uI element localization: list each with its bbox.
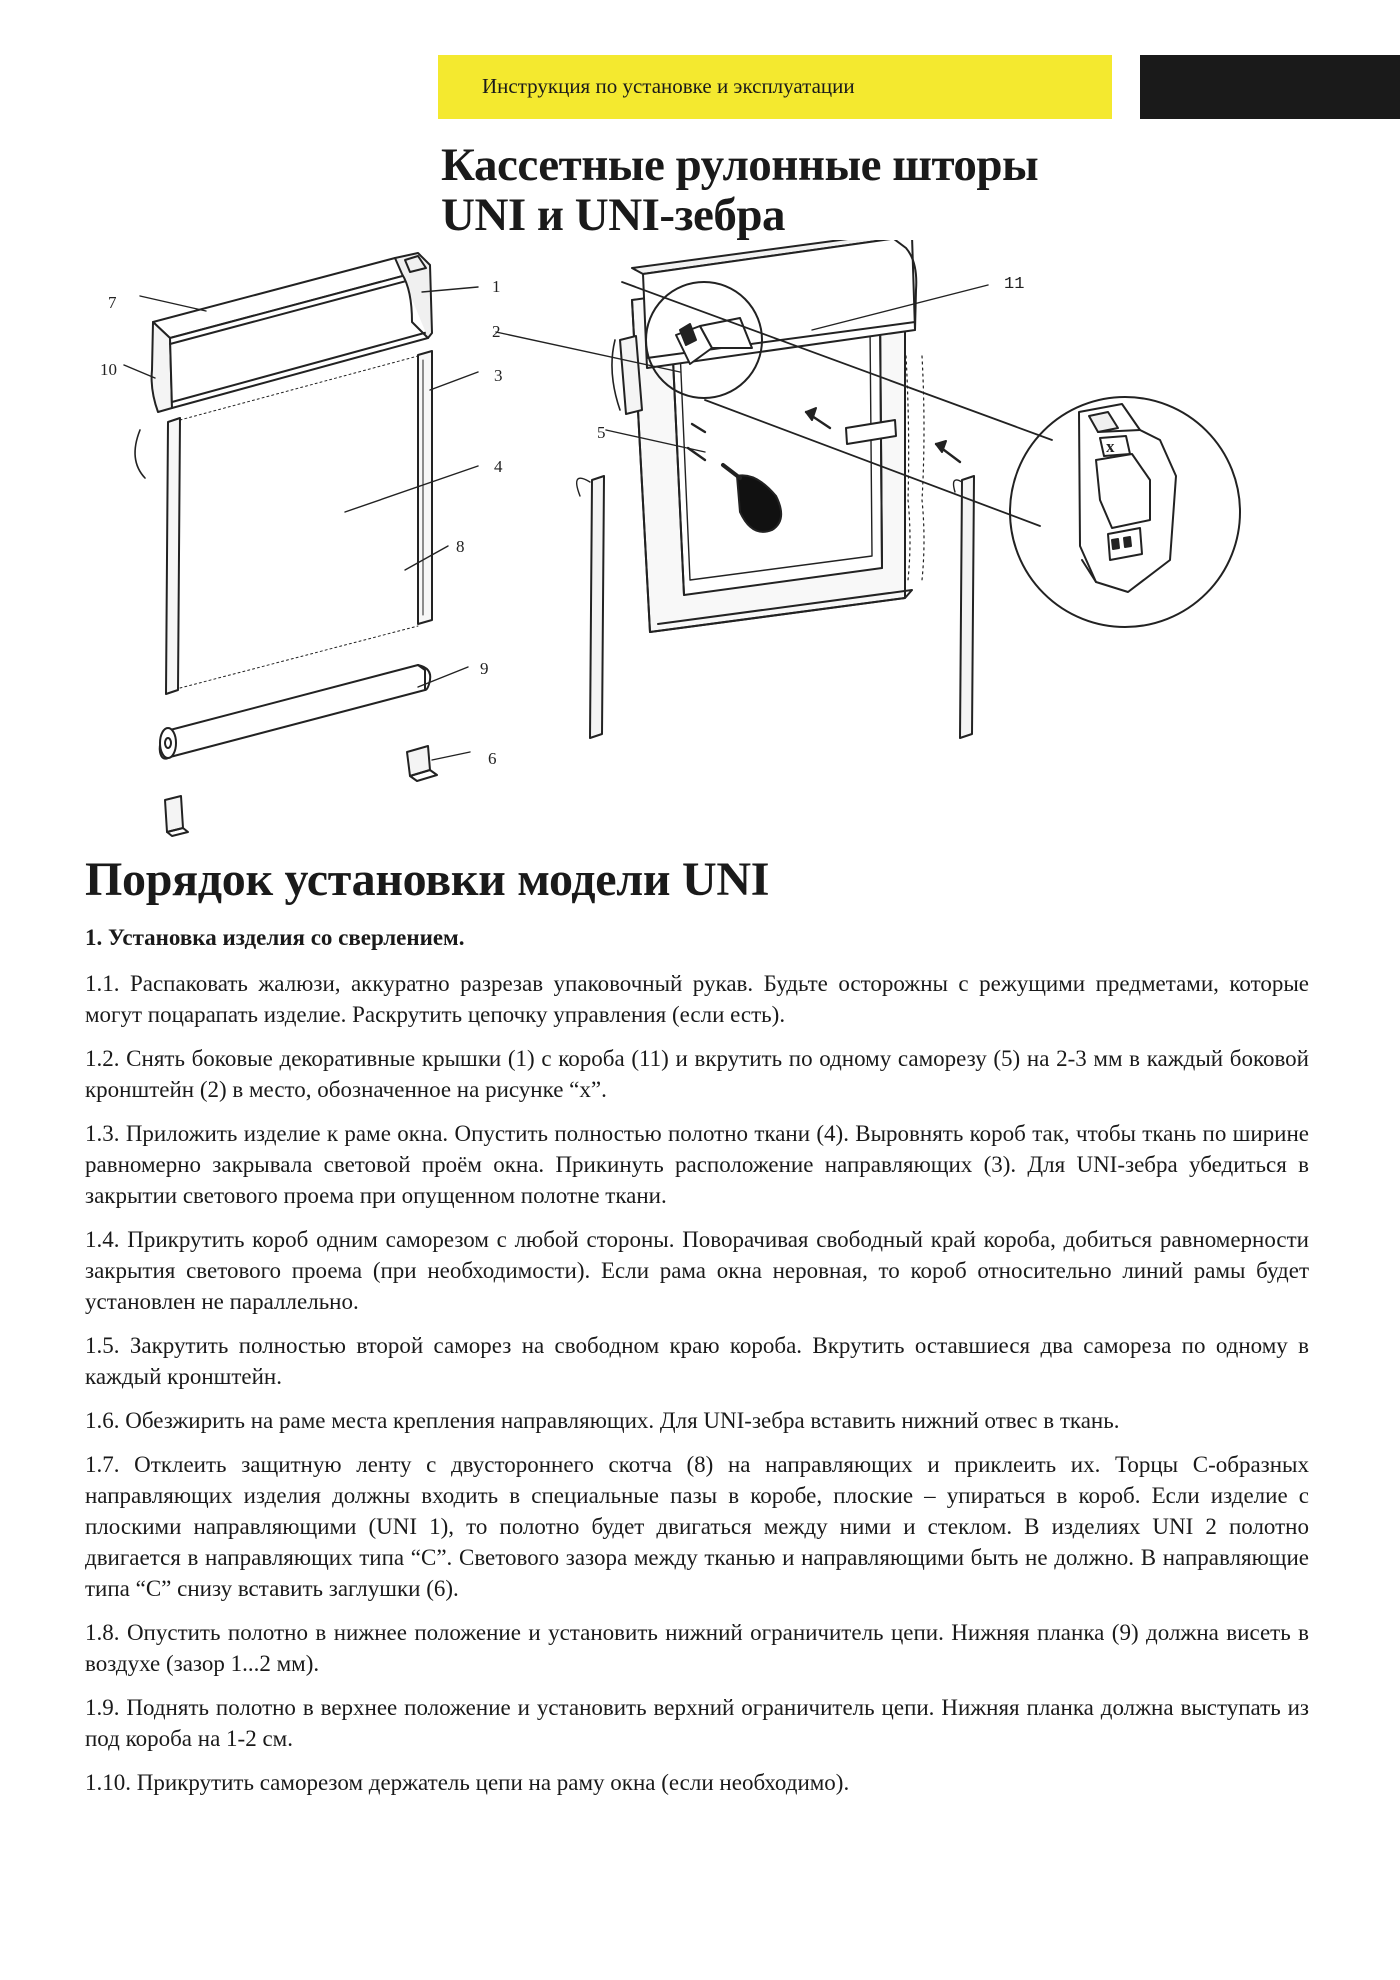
- detail-mark-x: x: [1106, 437, 1115, 456]
- section-title: Порядок установки модели UNI: [85, 853, 770, 906]
- callout-11: 11: [1004, 275, 1025, 294]
- blind-exploded-drawing: [135, 253, 437, 836]
- title-line-2: UNI и UNI-зебра: [441, 189, 785, 241]
- step-1-2: 1.2. Снять боковые декоративные крышки (1) с короба (11) и вкрутить по одному саморезу (5) на 2-3 мм в каждый боковой кронштейн (2) в место, обозначенное на рисунке “x”.: [85, 1046, 1309, 1102]
- callout-3: 3: [494, 366, 503, 385]
- step-1-5: 1.5. Закрутить полностью второй саморез на свободном краю короба. Вкрутить оставшиеся два самореза по одному в каждый кронштейн.: [85, 1333, 1309, 1389]
- header-bar: [438, 55, 1112, 119]
- callout-9: 9: [480, 659, 489, 678]
- title-line-1: Кассетные рулонные шторы: [441, 139, 1039, 191]
- callout-2: 2: [492, 322, 501, 341]
- step-1-1: 1.1. Распаковать жалюзи, аккуратно разрезав упаковочный рукав. Будьте осторожны с режущими предметами, которые могут поцарапать изделие. Раскрутить цепочку управления (если есть).: [85, 971, 1309, 1027]
- window-mounting-drawing: [577, 240, 1240, 738]
- step-1-4: 1.4. Прикрутить короб одним саморезом с любой стороны. Поворачивая свободный край короба, добиться равномерности закрытия светового проема (при необходимости). Если рама окна неровная, то короб относительно линий рамы будет установлен не параллельно.: [85, 1227, 1309, 1314]
- subsection-title: 1. Установка изделия со сверлением.: [85, 925, 465, 950]
- callout-10: 10: [100, 360, 117, 379]
- installation-steps: [85, 968, 1309, 1811]
- callout-6: 6: [488, 749, 497, 768]
- callout-4: 4: [494, 457, 503, 476]
- installation-figure: [0, 240, 1400, 860]
- header-text: Инструкция по установке и эксплуатации: [482, 74, 855, 98]
- step-1-7: 1.7. Отклеить защитную ленту с двустороннего скотча (8) на направляющих и приклеить их. Торцы С-образных направляющих изделия должны входить в специальные пазы в коробе, плоские – упираться в короб. Если изделие с плоскими направляющими (UNI 1), то полотно будет двигаться между ними и стеклом. В изделиях UNI 2 полотно двигается в направляющих типа “C”. Светового зазора между тканью и направляющими быть не должно. В направляющие типа “C” снизу вставить заглушки (6).: [85, 1452, 1309, 1601]
- step-1-9: 1.9. Поднять полотно в верхнее положение и установить верхний ограничитель цепи. Нижняя планка должна выступать из под короба на 1-2 см.: [85, 1695, 1309, 1751]
- callout-7: 7: [108, 293, 117, 312]
- callout-1: 1: [492, 277, 501, 296]
- step-1-10: 1.10. Прикрутить саморезом держатель цепи на раму окна (если необходимо).: [85, 1770, 850, 1795]
- callout-8: 8: [456, 537, 465, 556]
- document-title: [441, 140, 1038, 240]
- header-black-tab: [1140, 55, 1400, 119]
- step-1-8: 1.8. Опустить полотно в нижнее положение и установить нижний ограничитель цепи. Нижняя планка (9) должна висеть в воздухе (зазор 1...2 мм).: [85, 1620, 1309, 1676]
- callout-5: 5: [597, 423, 606, 442]
- step-1-6: 1.6. Обезжирить на раме места крепления направляющих. Для UNI-зебра вставить нижний отвес в ткань.: [85, 1408, 1120, 1433]
- step-1-3: 1.3. Приложить изделие к раме окна. Опустить полностью полотно ткани (4). Выровнять короб так, чтобы ткань по ширине равномерно закрывала световой проём окна. Прикинуть расположение направляющих (3). Для UNI-зебра убедиться в закрытии светового проема при опущенном полотне ткани.: [85, 1121, 1309, 1208]
